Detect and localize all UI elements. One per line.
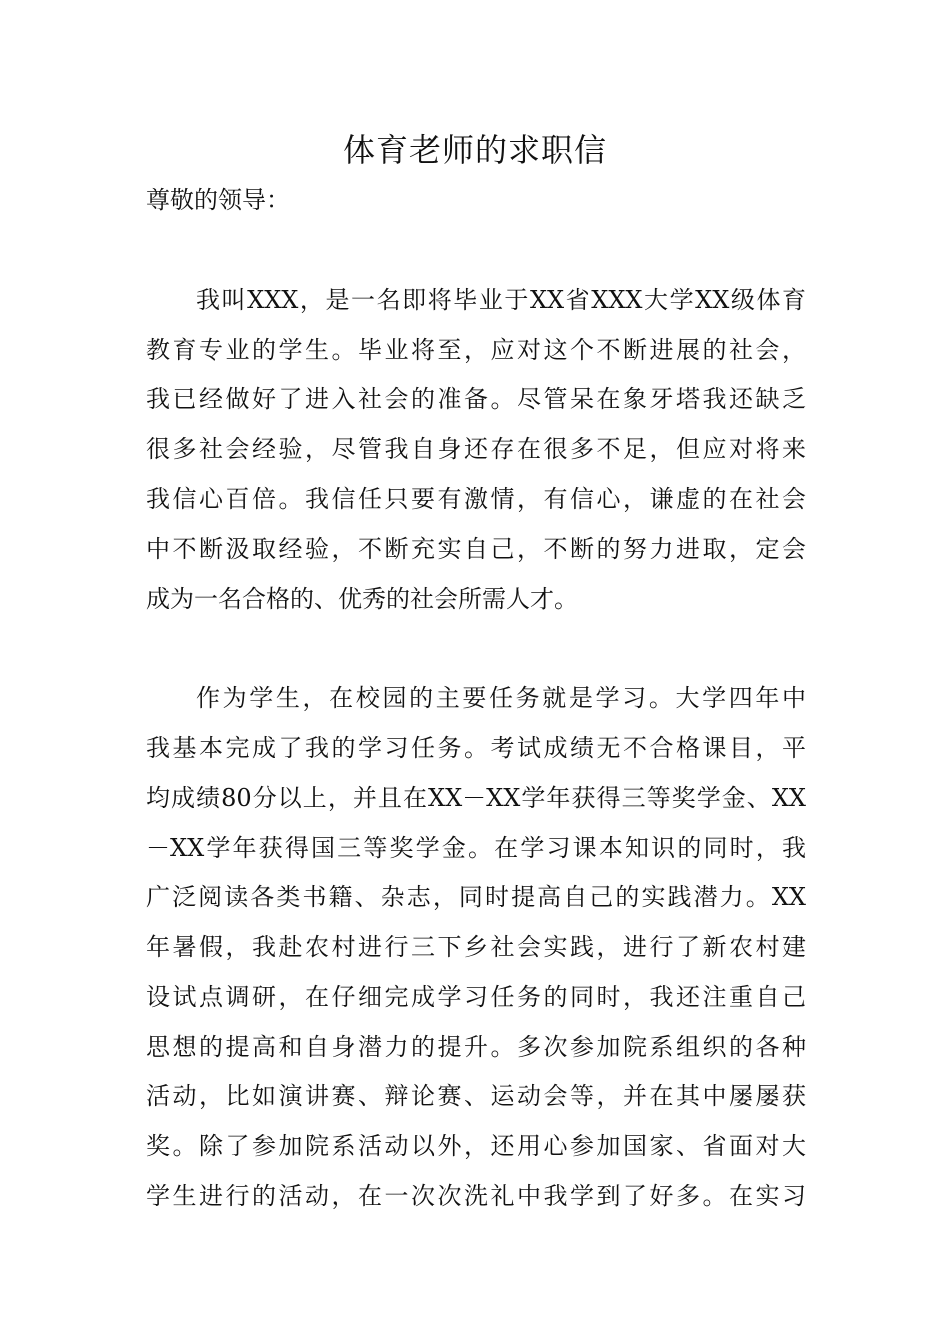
paragraph-1-line: 我叫XXX，是一名即将毕业于XX省XXX大学XX级体育 [196,286,806,314]
paragraph-2-line: 思想的提高和自身潜力的提升。多次参加院系组织的各种 [146,1033,806,1061]
paragraph-1-line: 教育专业的学生。毕业将至，应对这个不断进展的社会， [146,336,806,364]
paragraph-2-line: 作为学生，在校园的主要任务就是学习。大学四年中 [196,684,806,712]
paragraph-1-line: 成为一名合格的、优秀的社会所需人才。 [146,585,578,613]
paragraph-2-line: 年暑假，我赴农村进行三下乡社会实践，进行了新农村建 [146,933,806,961]
paragraph-1-line: 我已经做好了进入社会的准备。尽管呆在象牙塔我还缺乏 [146,385,806,413]
paragraph-2-line: 广泛阅读各类书籍、杂志，同时提高自己的实践潜力。XX [146,883,806,911]
paragraph-2-line: 设试点调研，在仔细完成学习任务的同时，我还注重自己 [146,983,806,1011]
paragraph-2-line: 我基本完成了我的学习任务。考试成绩无不合格课目，平 [146,734,806,762]
paragraph-2-line: 奖。除了参加院系活动以外，还用心参加国家、省面对大 [146,1132,806,1160]
salutation: 尊敬的领导： [146,186,290,214]
paragraph-1-line: 中不断汲取经验，不断充实自己，不断的努力进取，定会 [146,535,806,563]
paragraph-1-line: 很多社会经验，尽管我自身还存在很多不足，但应对将来 [146,435,806,463]
paragraph-1-line: 我信心百倍。我信任只要有激情，有信心，谦虚的在社会 [146,485,806,513]
paragraph-2-line: 学生进行的活动，在一次次洗礼中我学到了好多。在实习 [146,1182,806,1210]
paragraph-2-line: －XX学年获得国三等奖学金。在学习课本知识的同时，我 [146,834,806,862]
paragraph-2-line: 均成绩80分以上，并且在XX－XX学年获得三等奖学金、XX [146,784,806,812]
paragraph-2-line: 活动，比如演讲赛、辩论赛、运动会等，并在其中屡屡获 [146,1082,806,1110]
document-title: 体育老师的求职信 [342,131,607,169]
